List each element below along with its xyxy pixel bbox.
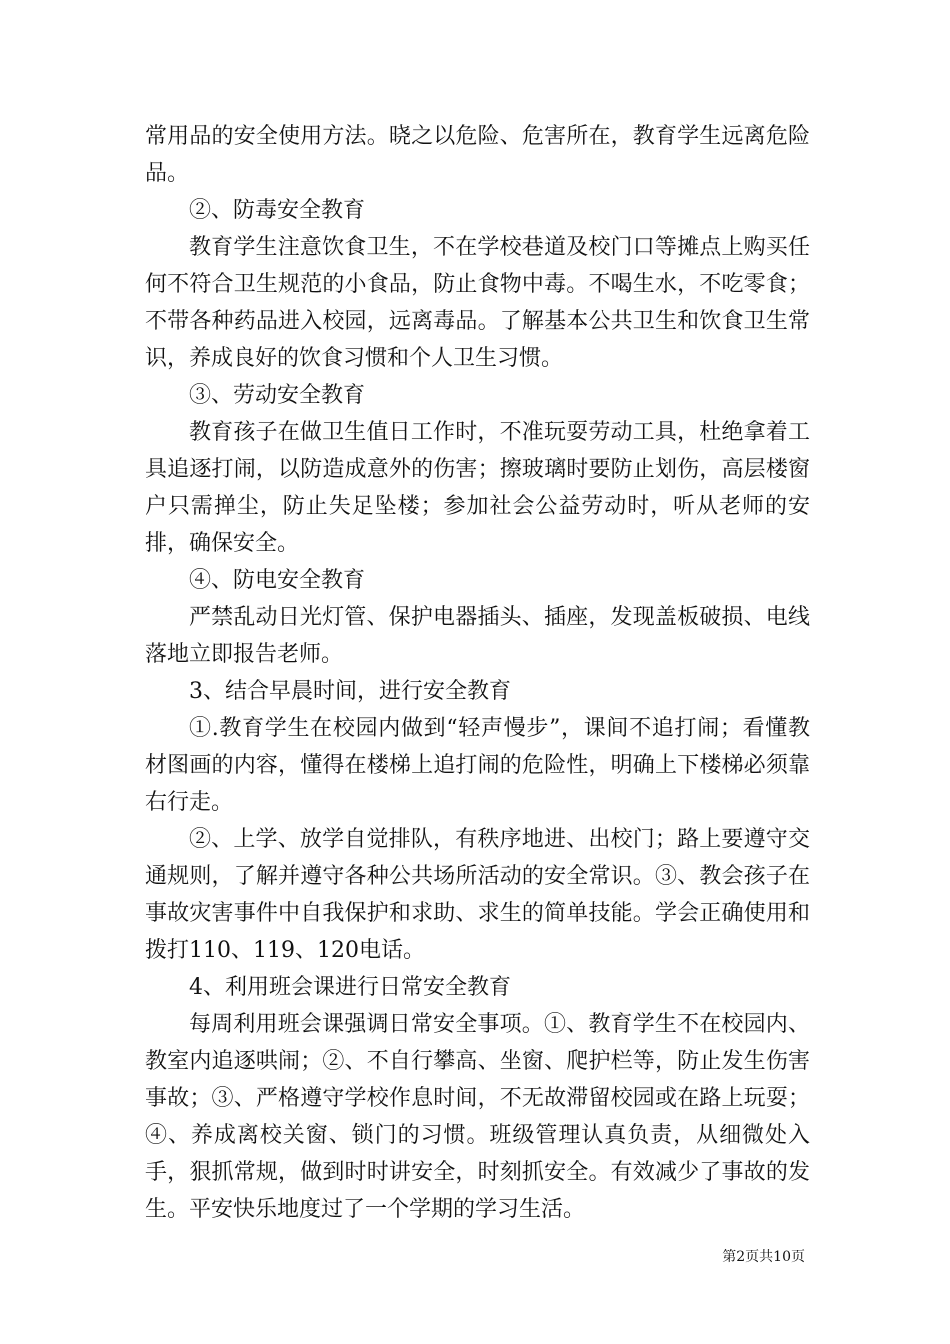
page-number-footer: 第2页共10页 [722, 1249, 805, 1265]
paragraph-continued: 常用品的安全使用方法。晓之以危险、危害所在，教育学生远离危险品。 [145, 124, 810, 186]
section-heading-poison: ②、防毒安全教育 [189, 198, 366, 223]
document-body [145, 118, 810, 1228]
paragraph-morning-1: ①.教育学生在校园内做到“轻声慢步”，课间不追打闹；看懂教材图画的内容，懂得在楼梯上追打闹的危险性，明确上下楼梯必须靠右行走。 [145, 716, 810, 815]
paragraph-electric: 严禁乱动日光灯管、保护电器插头、插座，发现盖板破损、电线落地立即报告老师。 [145, 605, 810, 667]
paragraph-poison: 教育学生注意饮食卫生，不在学校巷道及校门口等摊点上购买任何不符合卫生规范的小食品，防止食物中毒。不喝生水，不吃零食；不带各种药品进入校园，远离毒品。了解基本公共卫生和饮食卫生常识，养成良好的饮食习惯和个人卫生习惯。 [145, 235, 810, 371]
section-heading-class-meeting: 4、利用班会课进行日常安全教育 [189, 975, 511, 1000]
paragraph-morning-2: ②、上学、放学自觉排队，有秩序地进、出校门；路上要遵守交通规则，了解并遵守各种公共场所活动的安全常识。③、教会孩子在事故灾害事件中自我保护和求助、求生的简单技能。学会正确使用和拨打110、119、120电话。 [145, 827, 810, 963]
section-heading-electric: ④、防电安全教育 [189, 568, 366, 593]
paragraph-labor: 教育孩子在做卫生值日工作时，不准玩耍劳动工具，杜绝拿着工具追逐打闹，以防造成意外的伤害；擦玻璃时要防止划伤，高层楼窗户只需掸尘，防止失足坠楼；参加社会公益劳动时，听从老师的安排，确保安全。 [145, 420, 810, 556]
paragraph-class-meeting: 每周利用班会课强调日常安全事项。①、教育学生不在校园内、教室内追逐哄闹；②、不自行攀高、坐窗、爬护栏等，防止发生伤害事故；③、严格遵守学校作息时间，不无故滞留校园或在路上玩耍；④、养成离校关窗、锁门的习惯。班级管理认真负责，从细微处入手，狠抓常规，做到时时讲安全，时刻抓安全。有效减少了事故的发生。平安快乐地度过了一个学期的学习生活。 [145, 1012, 810, 1222]
section-heading-labor: ③、劳动安全教育 [189, 383, 366, 408]
section-heading-morning: 3、结合早晨时间，进行安全教育 [189, 679, 511, 704]
